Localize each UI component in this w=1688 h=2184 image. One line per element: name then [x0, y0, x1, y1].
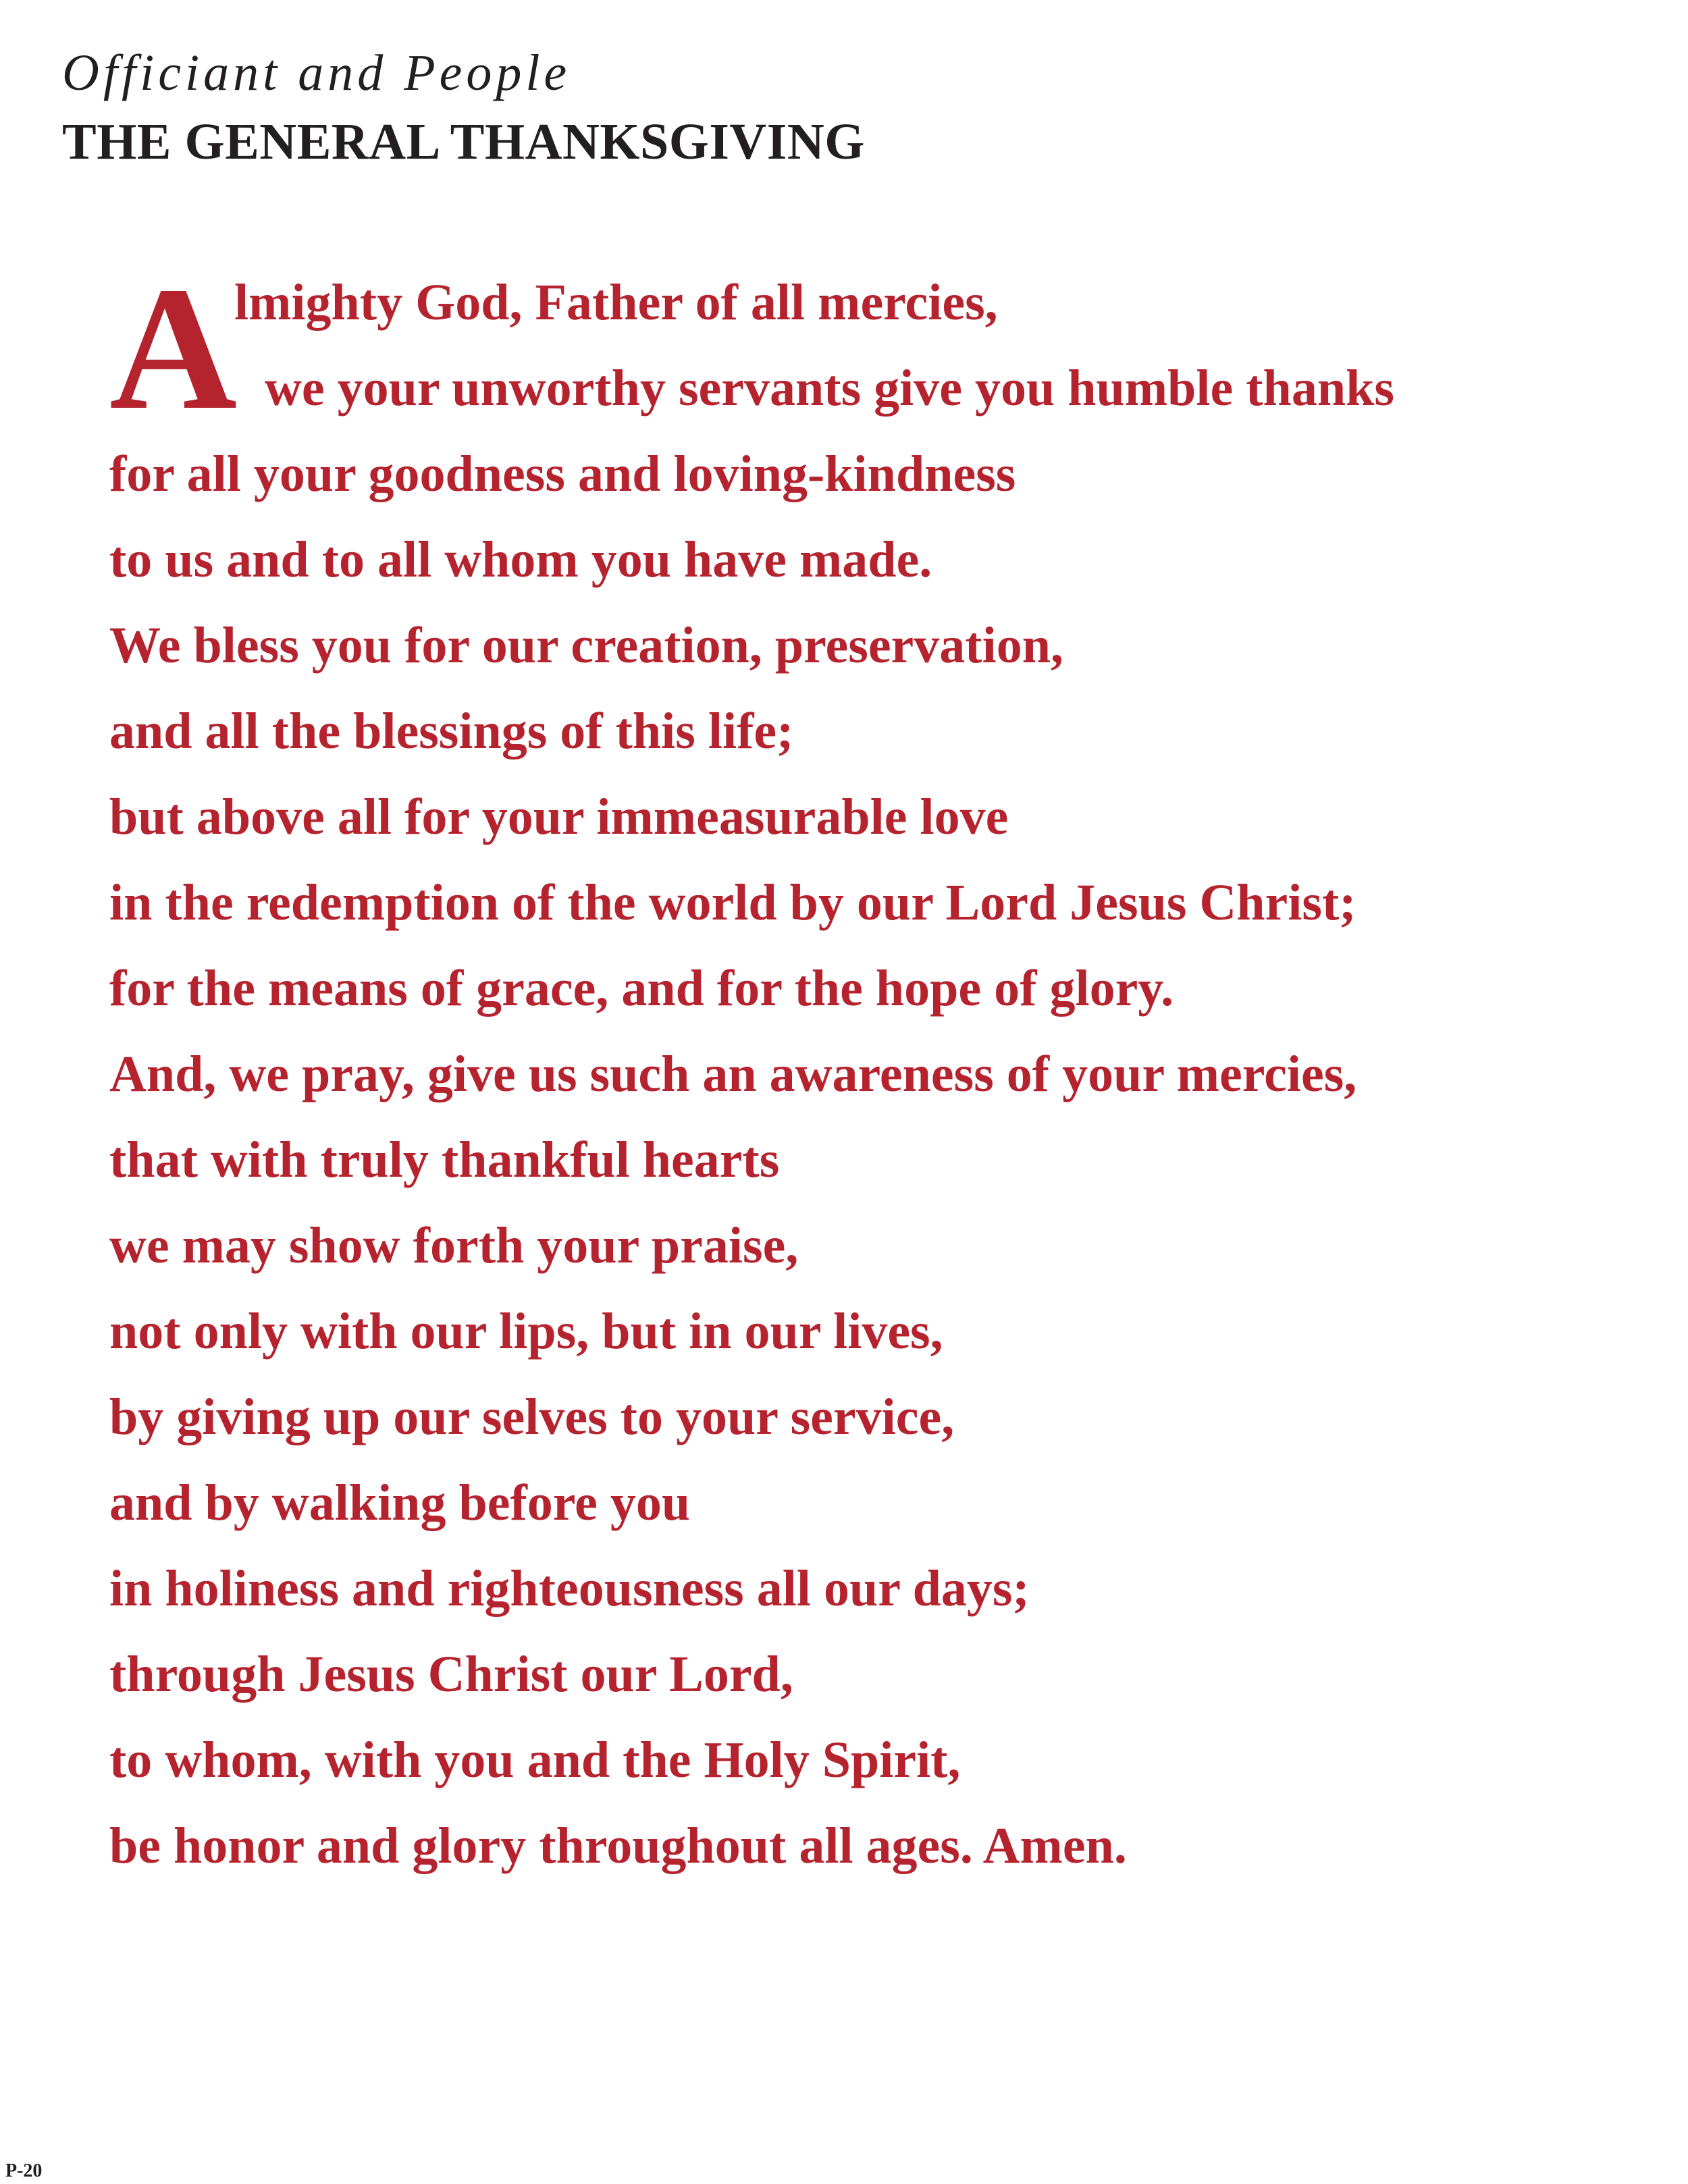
prayer-line: that with truly thankful hearts: [109, 1131, 780, 1188]
page-title: THE GENERAL THANKSGIVING: [62, 113, 865, 170]
prayer-line: for the means of grace, and for the hope of glory.: [109, 960, 1174, 1017]
prayer-line: and all the blessings of this life;: [109, 703, 794, 760]
prayer-line: for all your goodness and loving-kindness: [109, 446, 1016, 502]
rubric-officiant-and-people: Officiant and People: [62, 45, 571, 101]
prayer-line: in the redemption of the world by our Lord Jesus Christ;: [109, 874, 1356, 931]
drop-cap: A: [109, 250, 238, 446]
prayer-line: be honor and glory throughout all ages. Amen.: [109, 1817, 1127, 1874]
prayer-line: And, we pray, give us such an awareness of your mercies,: [109, 1046, 1357, 1102]
prayer-line: we your unworthy servants give you humble thanks: [265, 360, 1394, 417]
prayer-line: We bless you for our creation, preservation,: [109, 617, 1063, 674]
prayer-line: through Jesus Christ our Lord,: [109, 1646, 793, 1703]
prayer-line: to whom, with you and the Holy Spirit,: [109, 1732, 961, 1788]
prayer-line: we may show forth your praise,: [109, 1217, 799, 1274]
prayer-line: not only with our lips, but in our lives,: [109, 1303, 943, 1360]
prayer-line: but above all for your immeasurable love: [109, 789, 1009, 845]
prayer-line: to us and to all whom you have made.: [109, 531, 932, 588]
prayer-text: [109, 250, 1635, 1889]
prayer-line: by giving up our selves to your service,: [109, 1389, 955, 1445]
page-number: P-20: [5, 2160, 43, 2181]
prayer-line: lmighty God, Father of all mercies,: [234, 274, 998, 331]
prayer-line: and by walking before you: [109, 1474, 691, 1531]
prayer-line: in holiness and righteousness all our days;: [109, 1560, 1030, 1617]
